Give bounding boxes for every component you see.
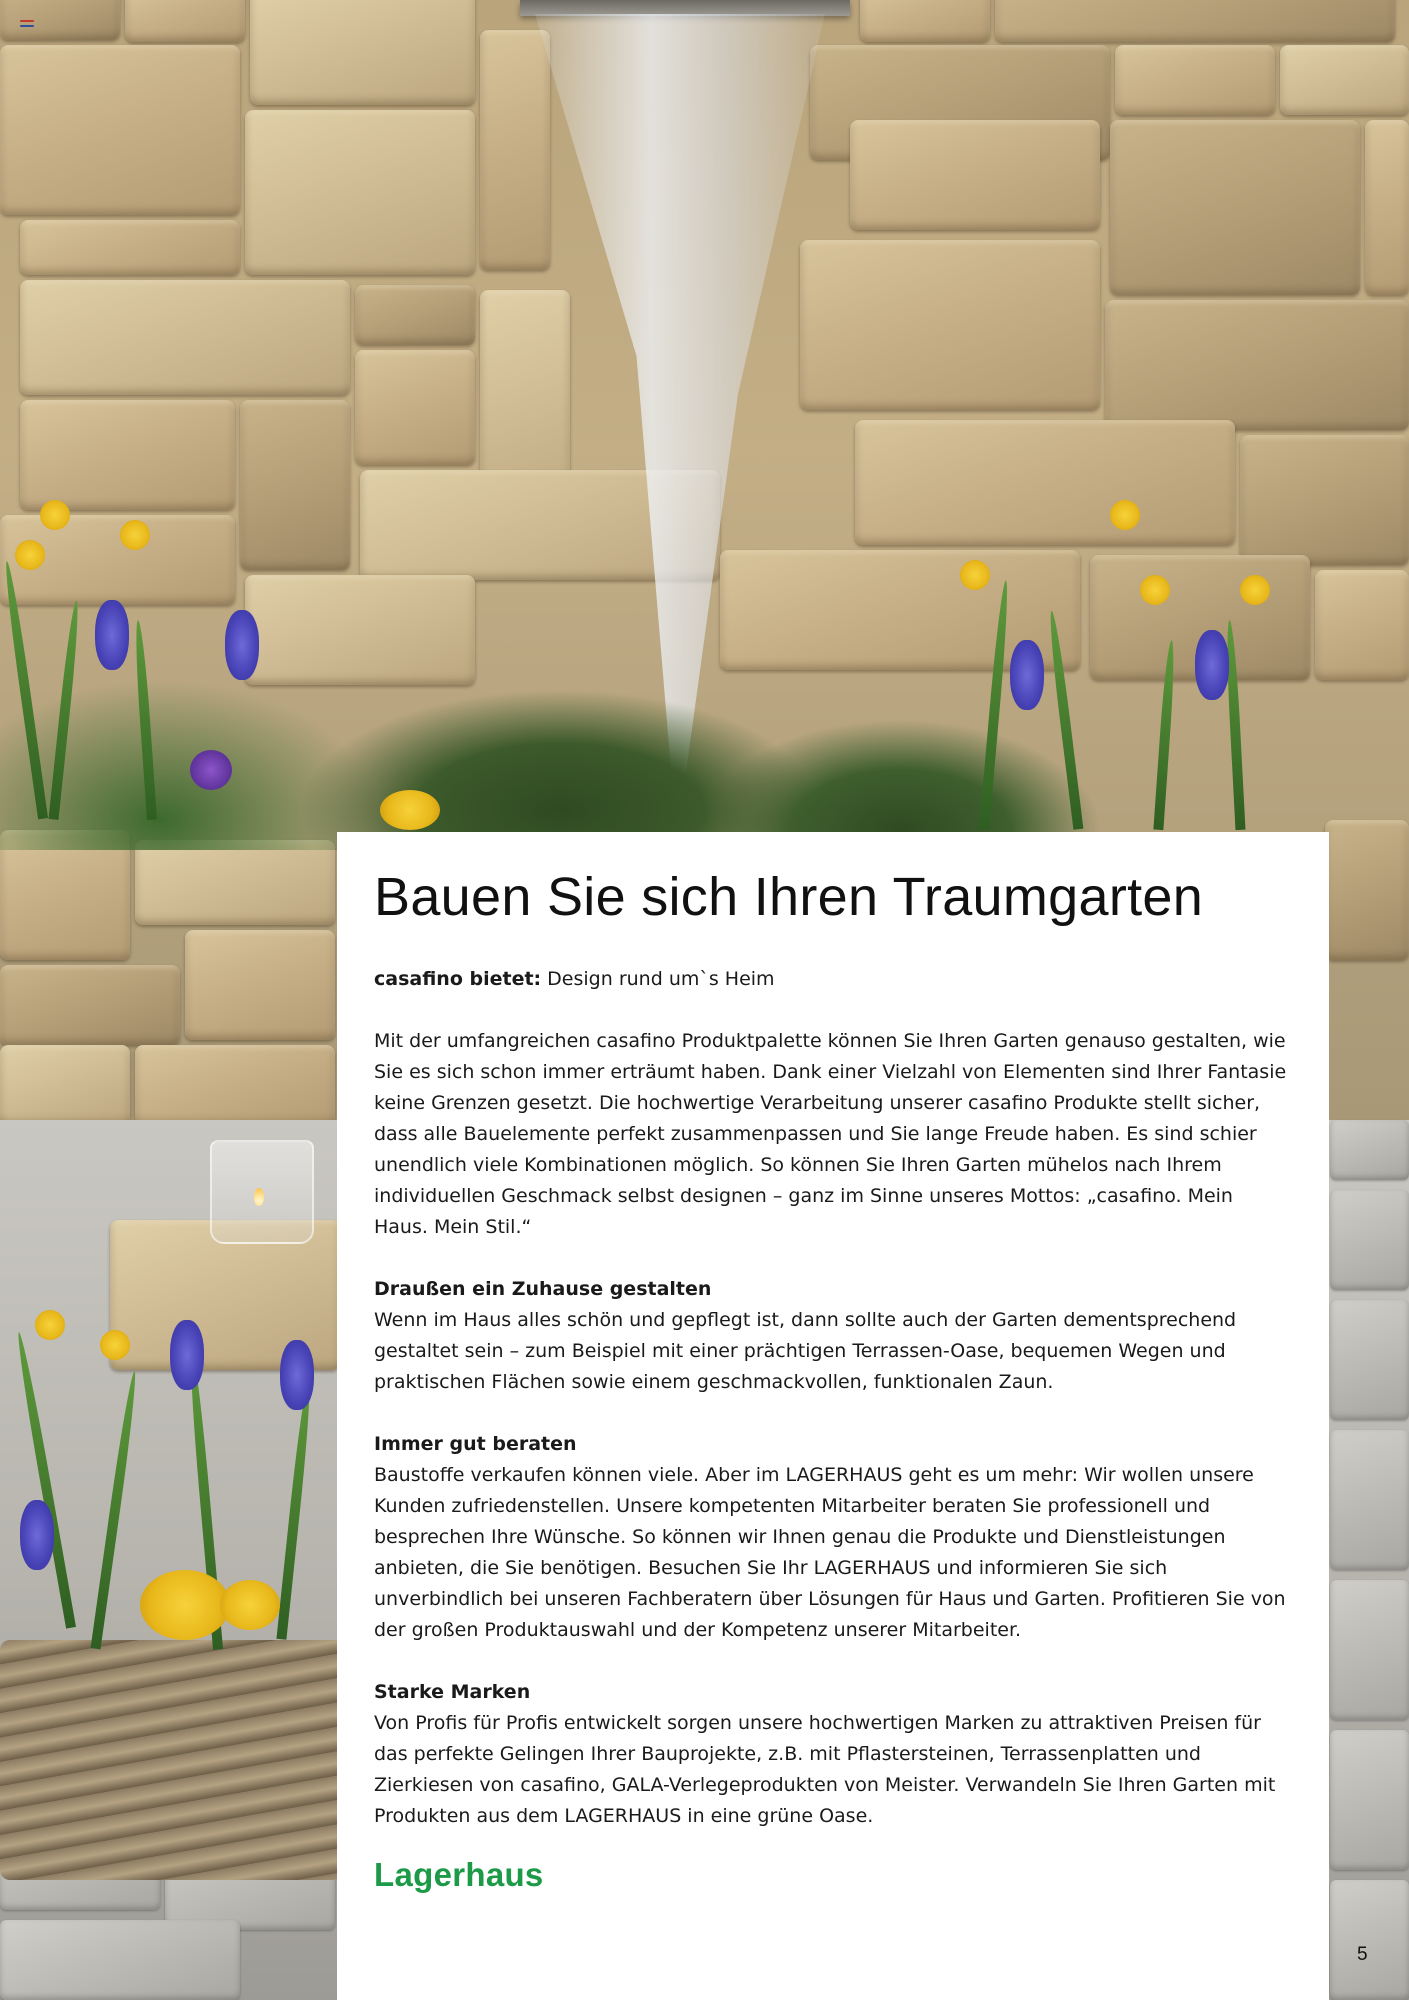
menu-bar-red	[20, 20, 34, 22]
intro-label: casafino bietet:	[374, 968, 542, 990]
section-text: Baustoffe verkaufen können viele. Aber im LAGERHAUS geht es um mehr: Wir wollen unsere Kunden zufriedenstellen. Unsere kompetenten Mitarbeiter beraten Sie professionell und besprechen Ihre Wünsche. So können wir Ihnen genau die Produkte und Dienstleistungen anbieten, die Sie benötigen. Besuchen Sie Ihr LAGERHAUS und informieren Sie sich unverbindlich bei unseren Fachberatern über Lösungen für Haus und Garten. Profitieren Sie von der großen Produktauswahl und der Kompetenz unserer Mitarbeiter.	[374, 1464, 1286, 1641]
wicker-planter	[0, 1640, 350, 1880]
page-number: 5	[1357, 1944, 1368, 1965]
section-brands	[374, 1677, 1291, 1832]
section-heading: Immer gut beraten	[374, 1433, 577, 1455]
section-heading: Draußen ein Zuhause gestalten	[374, 1278, 712, 1300]
section-text: Wenn im Haus alles schön und gepflegt ist, dann sollte auch der Garten dementsprechend gestaltet sein – zum Beispiel mit einer prächtigen Terrassen-Oase, bequemen Wegen und praktischen Flächen sowie einem geschmackvollen, funktionalen Zaun.	[374, 1309, 1237, 1393]
page-title: Bauen Sie sich Ihren Traumgarten	[374, 867, 1204, 927]
lagerhaus-logo[interactable]: Lagerhaus	[374, 1856, 544, 1893]
intro-line	[374, 964, 1291, 995]
menu-bar-blue	[20, 25, 34, 27]
menu-icon[interactable]	[20, 20, 34, 32]
intro-text: Design rund um`s Heim	[541, 968, 775, 990]
section-advice	[374, 1429, 1291, 1646]
water-spout	[520, 0, 850, 16]
content-panel	[337, 832, 1329, 2000]
section-outdoor	[374, 1274, 1291, 1398]
section-text: Von Profis für Profis entwickelt sorgen unsere hochwertigen Marken zu attraktiven Preisen für das perfekte Gelingen Ihrer Bauprojekte, z.B. mit Pflastersteinen, Terrassenplatten und Zierkiesen von casafino, GALA-Verlegeprodukten von Meister. Verwandeln Sie Ihren Garten mit Produkten aus dem LAGERHAUS in eine grüne Oase.	[374, 1712, 1276, 1827]
candle-flame	[254, 1188, 264, 1206]
main-paragraph: Mit der umfangreichen casafino Produktpalette können Sie Ihren Garten genauso gestalten, wie Sie es sich schon immer erträumt haben. Dank einer Vielzahl von Elementen sind Ihrer Fantasie keine Grenzen gesetzt. Die hochwertige Verarbeitung unserer casafino Produkte stellt sicher, dass alle Bauelemente perfekt zusammenpassen und Sie lange Freude haben. Es sind schier unendlich viele Kombinationen möglich. So können Sie Ihren Garten mühelos nach Ihrem individuellen Geschmack selbst designen – ganz im Sinne unseres Mottos: „casafino. Mein Haus. Mein Stil.“	[374, 1030, 1287, 1238]
section-heading: Starke Marken	[374, 1681, 531, 1703]
